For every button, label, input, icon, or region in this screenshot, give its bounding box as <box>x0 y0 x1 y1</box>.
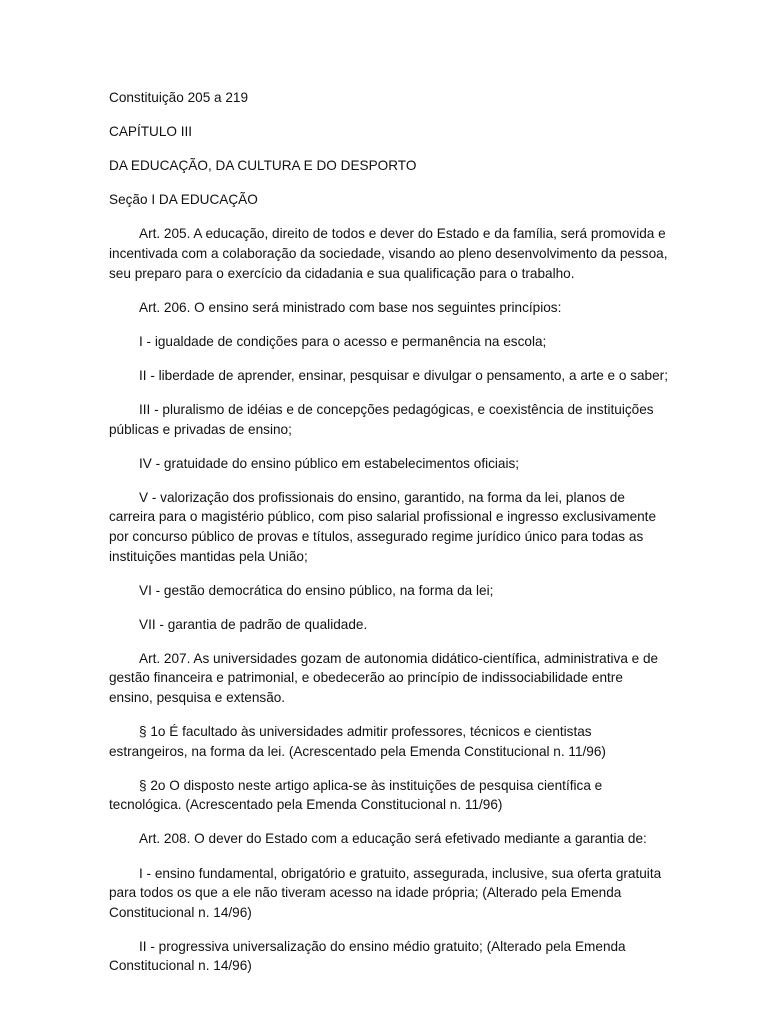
chapter-heading: CAPÍTULO III <box>109 124 193 140</box>
article-207-paragraph-1: § 1o É facultado às universidades admitir professores, técnicos e cientistas estrangeiros, na forma da lei. (Acrescentado pela Emenda Constitucional n. 11/96) <box>109 724 606 759</box>
article-208: Art. 208. O dever do Estado com a educação será efetivado mediante a garantia de: <box>139 831 647 847</box>
article-206-item-iii: III - pluralismo de idéias e de concepções pedagógicas, e coexistência de instituições públicas e privadas de ensino; <box>109 401 654 437</box>
article-206-item-v: V - valorização dos profissionais do ensino, garantido, na forma da lei, planos de carreira para o magistério público, com piso salarial profissional e ingresso exclusivamente por concurso público de provas e títulos, assegurado regime jurídico único para todas as instituições mantidas pela União; <box>109 489 657 564</box>
article-208-item-i: I - ensino fundamental, obrigatório e gratuito, assegurada, inclusive, sua oferta gratuita para todos os que a ele não tiveram acesso na idade própria; (Alterado pela Emenda Constitucional n. 14/96) <box>109 865 662 920</box>
article-206-item-vi: VI - gestão democrática do ensino público, na forma da lei; <box>139 582 494 598</box>
document-title: Constituição 205 a 219 <box>109 90 249 105</box>
article-206-item-i: I - igualdade de condições para o acesso e permanência na escola; <box>139 333 547 349</box>
article-206-item-vii: VII - garantia de padrão de qualidade. <box>139 616 368 632</box>
article-206-item-ii: II - liberdade de aprender, ensinar, pesquisar e divulgar o pensamento, a arte e o saber; <box>139 367 668 383</box>
article-208-item-ii: II - progressiva universalização do ensino médio gratuito; (Alterado pela Emenda Constitucional n. 14/96) <box>109 938 626 974</box>
section-heading: Seção I DA EDUCAÇÃO <box>109 192 258 208</box>
article-206-item-iv: IV - gratuidade do ensino público em estabelecimentos oficiais; <box>139 455 520 471</box>
article-207-paragraph-2: § 2o O disposto neste artigo aplica-se às instituições de pesquisa científica e tecnológica. (Acrescentado pela Emenda Constitucional n. 11/96) <box>109 777 603 813</box>
article-205: Art. 205. A educação, direito de todos e dever do Estado e da família, será promovida e incentivada com a colaboração da sociedade, visando ao pleno desenvolvimento da pessoa, seu preparo para o exercício da cidadania e sua qualificação para o trabalho. <box>109 226 668 281</box>
article-206: Art. 206. O ensino será ministrado com base nos seguintes princípios: <box>139 299 562 315</box>
chapter-title: DA EDUCAÇÃO, DA CULTURA E DO DESPORTO <box>109 158 417 174</box>
article-207: Art. 207. As universidades gozam de autonomia didático-científica, administrativa e de gestão financeira e patrimonial, e obedecerão ao princípio de indissociabilidade entre ensino, pesquisa e extensão. <box>109 650 659 705</box>
